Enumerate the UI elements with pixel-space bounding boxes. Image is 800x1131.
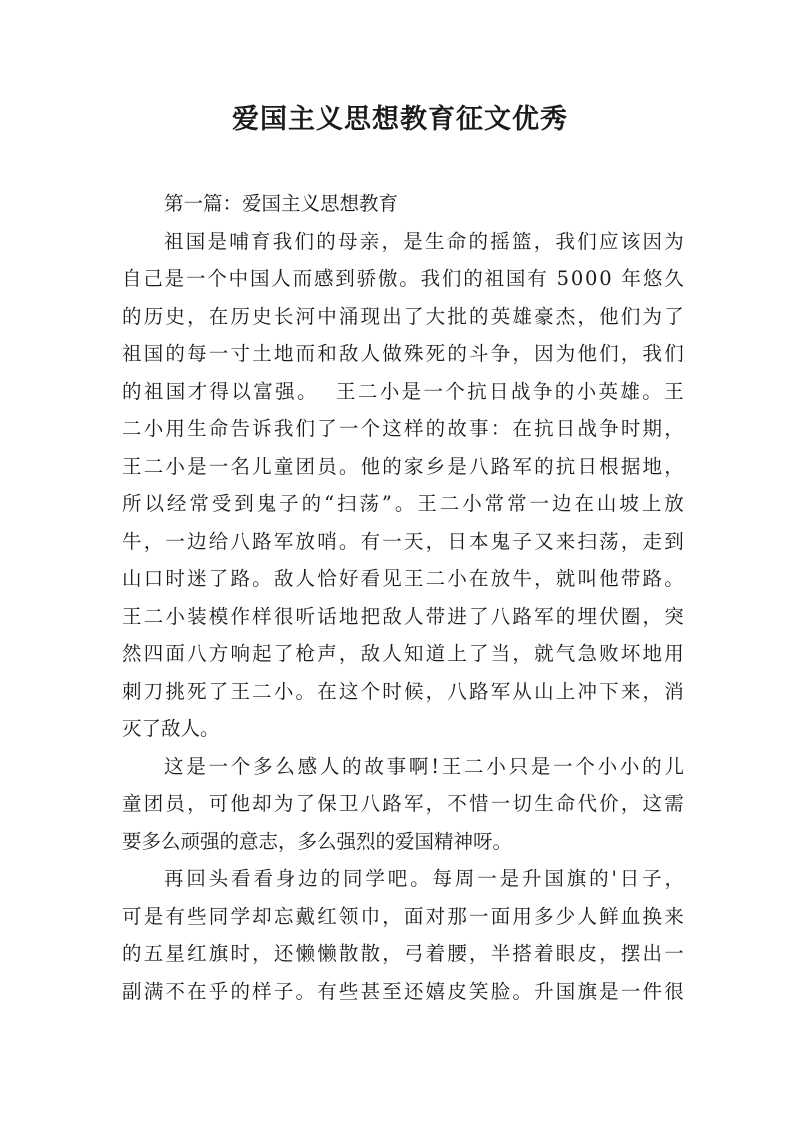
text-line: 王 二 小 是 一 名 儿 童 团 员 。 他 的 家 乡 是 八 路 军 的 抗 日 根 据 地 ，: [122, 454, 684, 478]
text-line: 的 祖 国 才 得 以 富 强 。 王 二 小 是 一 个 抗 日 战 争 的 小 英 雄 。 王: [122, 379, 684, 403]
text-line: 再 回 头 看 看 身 边 的 同 学 吧 。 每 周 一 是 升 国 旗 的 ' 日 子 ，: [164, 867, 684, 890]
text-line: 的 历 史 ， 在 历 史 长 河 中 涌 现 出 了 大 批 的 英 雄 豪 杰 ， 他 们 为 了: [122, 304, 684, 328]
text-line: 这 是 一 个 多 么 感 人 的 故 事 啊 ! 王 二 小 只 是 一 个 小 小 的 儿: [164, 754, 684, 778]
text-line: 山 口 时 迷 了 路 。 敌 人 恰 好 看 见 王 二 小 在 放 牛 ， 就 叫 他 带 路 。: [122, 567, 684, 590]
text-line: 第一篇：爱国主义思想教育: [164, 192, 399, 215]
text-line: 灭了敌人。: [122, 717, 220, 740]
text-line: 童 团 员 ， 可 他 却 为 了 保 卫 八 路 军 ， 不 惜 一 切 生 命 代 价 ， 这 需: [122, 792, 684, 815]
document-title: 爱国主义思想教育征文优秀: [232, 104, 568, 135]
text-line: 然 四 面 八 方 响 起 了 枪 声 ， 敌 人 知 道 上 了 当 ， 就 气 急 败 坏 地 用: [122, 642, 684, 665]
text-line: 牛 ， 一 边 给 八 路 军 放 哨 。 有 一 天 ， 日 本 鬼 子 又 来 扫 荡 ， 走 到: [122, 529, 684, 553]
text-line: 要多么顽强的意志，多么强烈的爱国精神呀。: [122, 829, 513, 853]
text-line: 祖 国 的 每 一 寸 土 地 而 和 敌 人 做 殊 死 的 斗 争 ， 因 为 他 们 ， 我 们: [122, 342, 684, 365]
text-line: 可 是 有 些 同 学 却 忘 戴 红 领 巾 ， 面 对 那 一 面 用 多 少 人 鲜 血 换 来: [122, 904, 684, 928]
text-line: 所 以 经 常 受 到 鬼 子 的 “ 扫 荡 ” 。 王 二 小 常 常 一 边 在 山 坡 上 放: [122, 492, 684, 515]
text-line: 刺 刀 挑 死 了 王 二 小 。 在 这 个 时 候 ， 八 路 军 从 山 上 冲 下 来 ， 消: [122, 679, 684, 703]
text-line: 副 满 不 在 乎 的 样 子 。 有 些 甚 至 还 嬉 皮 笑 脸 。 升 国 旗 是 一 件 很: [122, 979, 684, 1003]
text-line: 自 己 是 一 个 中 国 人 而 感 到 骄 傲 。 我 们 的 祖 国 有 5 0 0 0 年 悠 久: [122, 267, 684, 290]
document-body: [122, 185, 684, 1010]
text-line: 的 五 星 红 旗 时 ， 还 懒 懒 散 散 ， 弓 着 腰 ， 半 搭 着 眼 皮 ， 摆 出 一: [122, 942, 684, 965]
text-line: 王 二 小 装 模 作 样 很 听 话 地 把 敌 人 带 进 了 八 路 军 的 埋 伏 圈 ， 突: [122, 604, 684, 628]
text-line: 二 小 用 生 命 告 诉 我 们 了 一 个 这 样 的 故 事 ： 在 抗 日 战 争 时 期 ，: [122, 417, 684, 440]
text-line: 祖 国 是 哺 育 我 们 的 母 亲 ， 是 生 命 的 摇 篮 ， 我 们 应 该 因 为: [164, 229, 684, 253]
